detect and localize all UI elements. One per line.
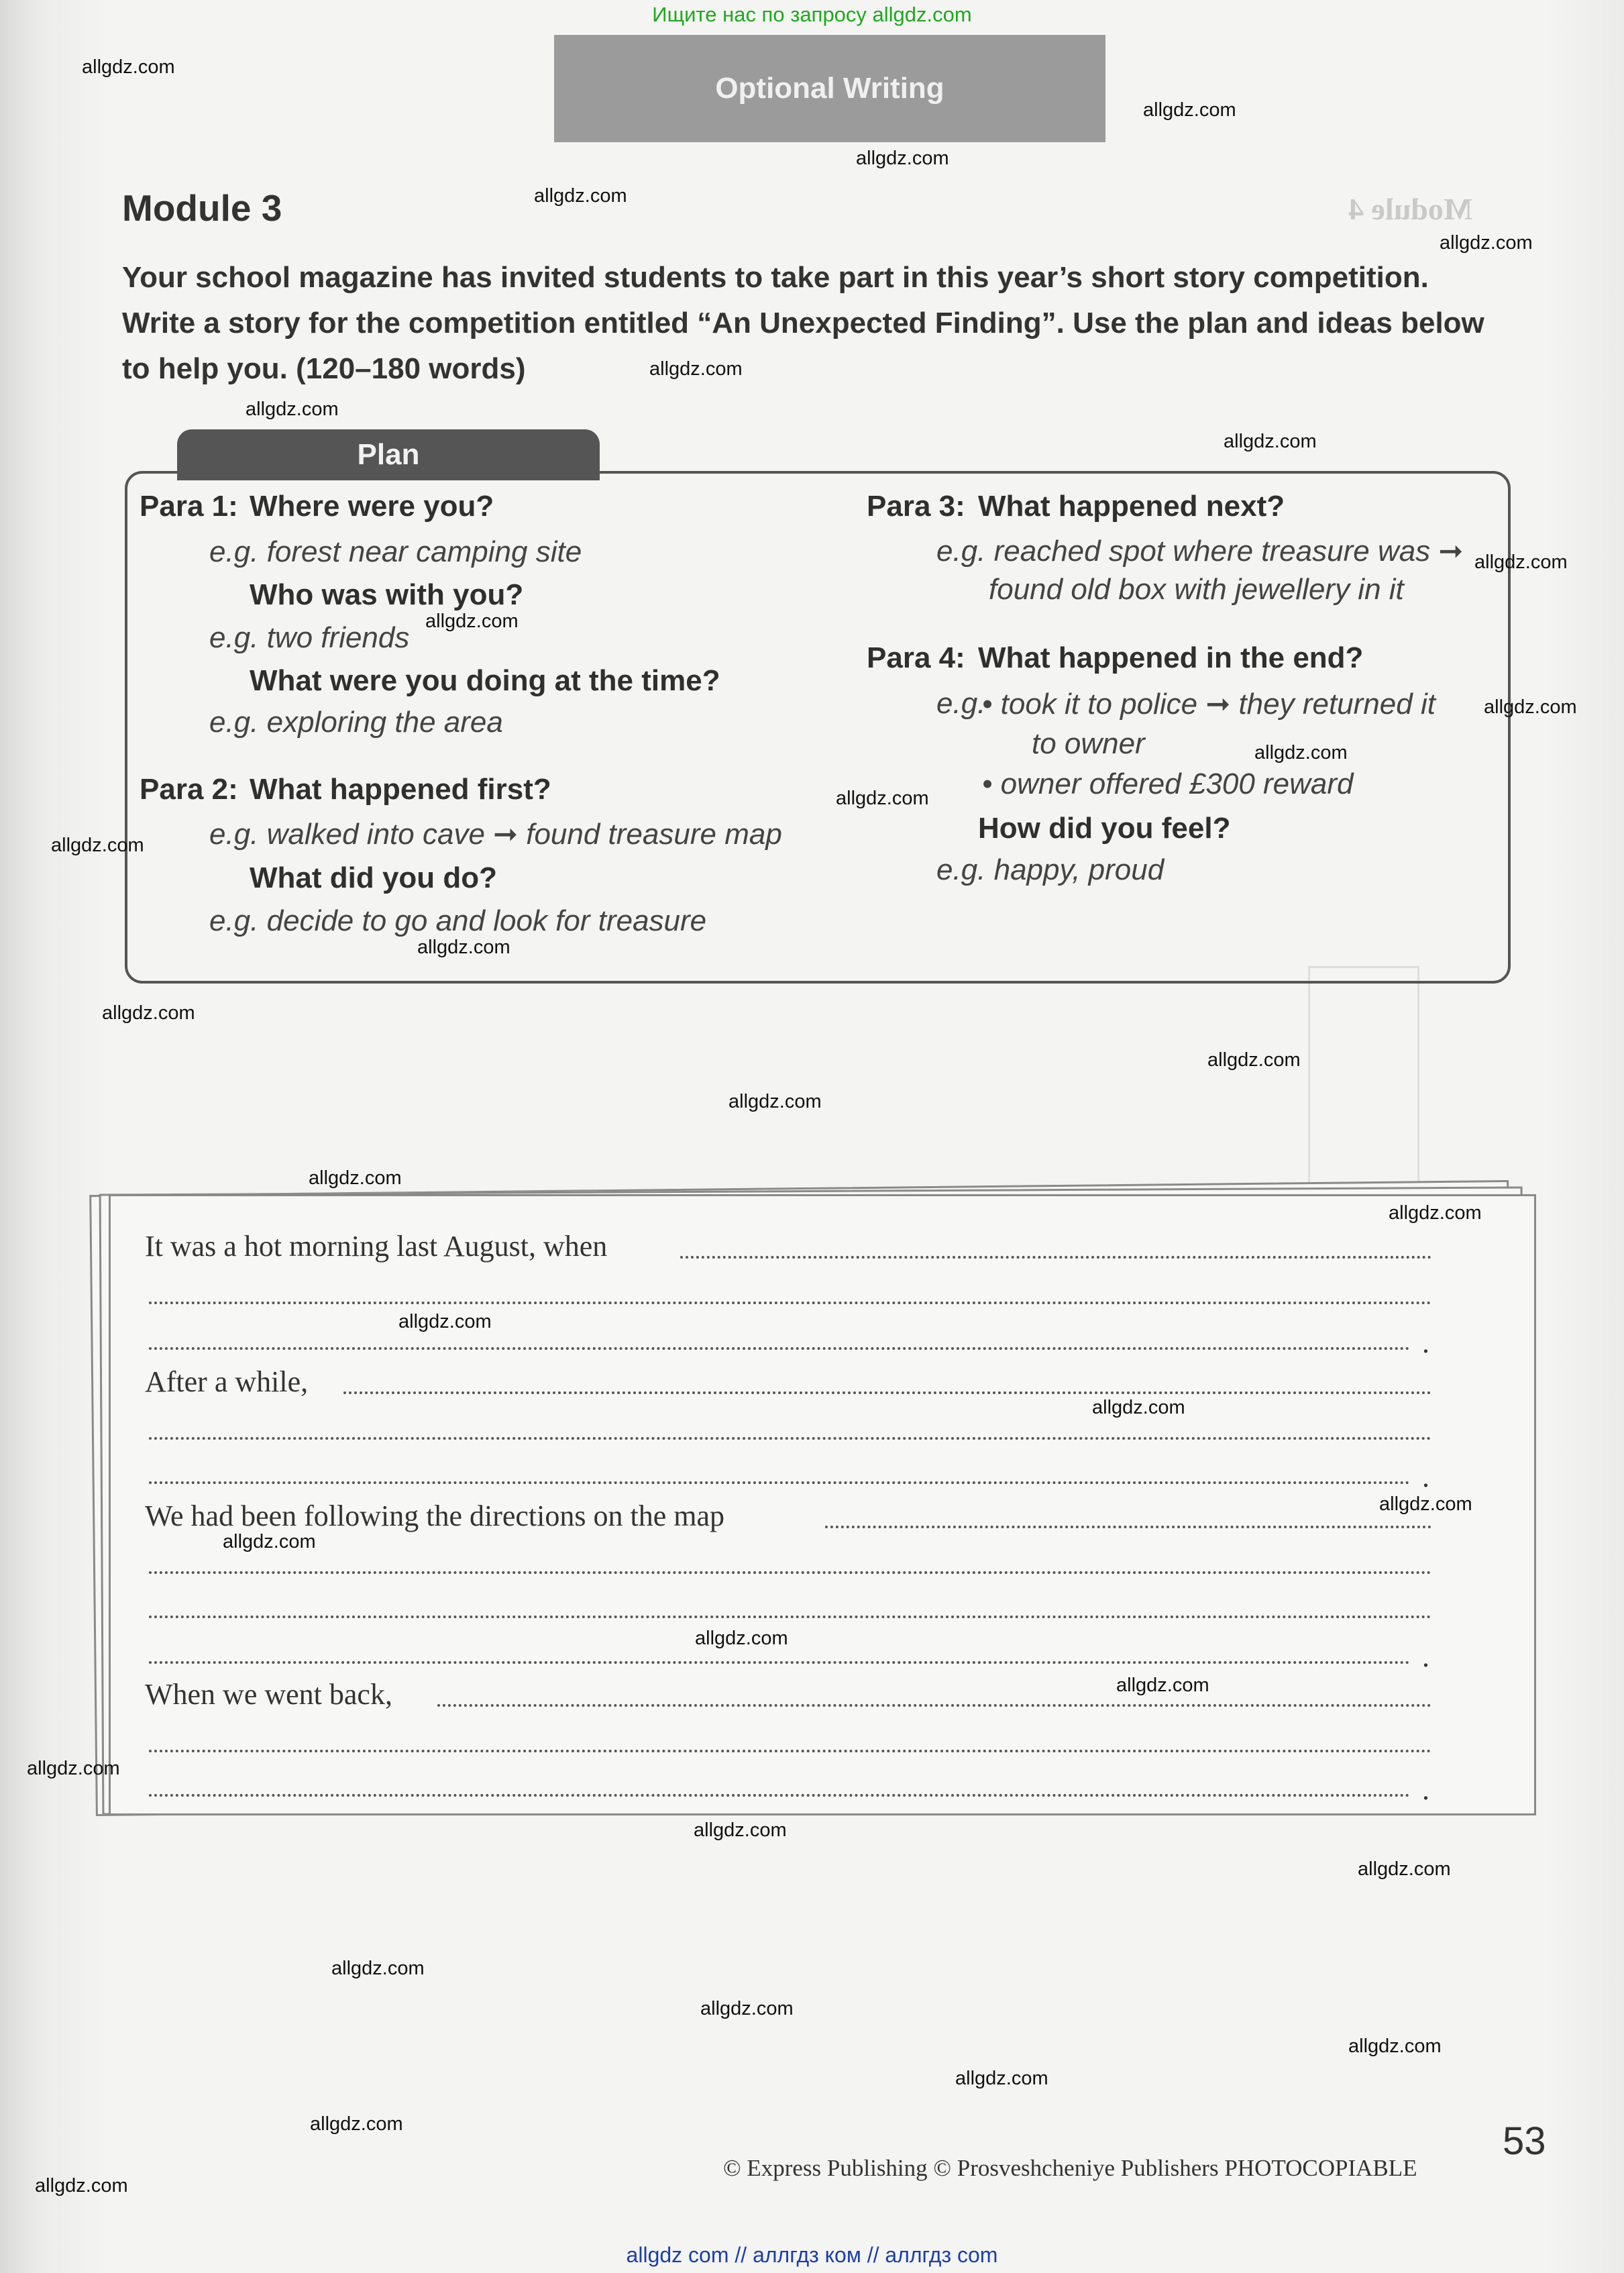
answer-line[interactable] (149, 1302, 1431, 1304)
answer-line[interactable] (149, 1750, 1431, 1752)
watermark: allgdz.com (35, 2175, 128, 2197)
watermark: allgdz.com (51, 835, 144, 856)
section-banner (554, 35, 1105, 142)
para1-example-where: e.g. forest near camping site (209, 535, 582, 568)
para1-question-where: Where were you? (250, 490, 494, 523)
para4-eg: e.g. (936, 687, 986, 720)
watermark: allgdz.com (82, 56, 175, 78)
para3-example-line2: found old box with jewellery in it (989, 573, 1404, 606)
line-end-period: . (1422, 1461, 1429, 1493)
para2-example-do: e.g. decide to go and look for treasure (209, 904, 707, 937)
watermark: allgdz.com (728, 1091, 822, 1112)
para2-example-first: e.g. walked into cave ➞ found treasure map (209, 818, 782, 851)
para4-question-end: What happened in the end? (978, 641, 1364, 674)
copyright-notice: © Express Publishing © Prosveshcheniye Publishers PHOTOCOPIABLE (723, 2155, 1417, 2181)
watermark: allgdz.com (1116, 1675, 1209, 1696)
answer-line[interactable] (437, 1704, 1431, 1707)
para1-example-doing: e.g. exploring the area (209, 706, 503, 739)
page-number: 53 (1503, 2119, 1546, 2163)
watermark: allgdz.com (1224, 431, 1317, 452)
para4-bullet1-line2: to owner (1032, 727, 1145, 760)
para3-label: Para 3: (867, 490, 965, 523)
para1-example-who: e.g. two friends (209, 621, 410, 654)
para1-question-who: Who was with you? (250, 578, 524, 611)
answer-line[interactable] (149, 1481, 1410, 1484)
answer-line[interactable] (825, 1526, 1431, 1528)
story-prompt-4: When we went back, (145, 1678, 392, 1711)
answer-line[interactable] (149, 1661, 1410, 1664)
answer-line[interactable] (149, 1616, 1431, 1618)
para1-question-doing: What were you doing at the time? (250, 664, 720, 697)
module-title: Module 3 (122, 187, 282, 229)
watermark: allgdz.com (1484, 696, 1577, 718)
watermark: allgdz.com (1207, 1049, 1301, 1071)
para3-example-line1: e.g. reached spot where treasure was ➞ (936, 535, 1464, 568)
watermark: allgdz.com (309, 1167, 402, 1189)
line-end-period: . (1422, 1640, 1429, 1673)
watermark: allgdz.com (223, 1531, 316, 1552)
answer-line[interactable] (149, 1437, 1431, 1440)
watermark: allgdz.com (1254, 742, 1348, 763)
para2-label: Para 2: (140, 773, 238, 806)
watermark: allgdz.com (836, 788, 929, 809)
watermark: allgdz.com (310, 2113, 403, 2135)
para2-question-first: What happened first? (250, 773, 551, 806)
watermark: allgdz.com (1440, 232, 1533, 254)
watermark: allgdz.com (27, 1758, 120, 1779)
watermark: allgdz.com (695, 1628, 788, 1649)
watermark: allgdz.com (1389, 1202, 1482, 1224)
answer-line[interactable] (680, 1256, 1431, 1259)
watermark: allgdz.com (955, 2068, 1048, 2089)
watermark: allgdz.com (331, 1958, 425, 1979)
story-prompt-3: We had been following the directions on the map (145, 1499, 724, 1532)
watermark: allgdz.com (1092, 1397, 1185, 1418)
para4-example-feel: e.g. happy, proud (936, 853, 1165, 886)
answer-line[interactable] (149, 1794, 1410, 1797)
para1-label: Para 1: (140, 490, 238, 523)
story-prompt-1: It was a hot morning last August, when (145, 1230, 608, 1263)
watermark: allgdz.com (856, 148, 949, 169)
para2-question-do: What did you do? (250, 861, 498, 894)
story-prompt-2: After a while, (145, 1365, 309, 1398)
watermark: allgdz.com (1348, 2036, 1442, 2057)
watermark: allgdz.com (398, 1311, 492, 1332)
watermark: allgdz.com (700, 1998, 794, 2019)
bleed-through: Module 4 (1348, 192, 1473, 226)
plan-tab-label: Plan (357, 438, 420, 471)
banner-title: Optional Writing (715, 72, 944, 105)
watermark: allgdz.com (425, 611, 519, 632)
watermark: allgdz.com (1358, 1858, 1451, 1880)
watermark: allgdz.com (1474, 551, 1568, 573)
watermark: allgdz.com (246, 399, 339, 420)
para4-bullet2: • owner offered £300 reward (982, 768, 1354, 800)
watermark: allgdz.com (102, 1002, 195, 1024)
para4-label: Para 4: (867, 641, 965, 674)
watermark: allgdz.com (417, 937, 510, 958)
top-search-link[interactable]: Ищите нас по запросу allgdz.com (652, 3, 972, 26)
para4-bullet1-line1: • took it to police ➞ they returned it (982, 688, 1436, 721)
watermark: allgdz.com (1379, 1493, 1472, 1515)
watermark: allgdz.com (694, 1819, 787, 1841)
line-end-period: . (1422, 1326, 1429, 1359)
line-end-period: . (1422, 1773, 1429, 1806)
watermark: allgdz.com (649, 358, 743, 380)
para3-question-next: What happened next? (978, 490, 1285, 523)
task-instructions: Your school magazine has invited students to take part in this year’s short story competition. Write a story for the competition entitled “An Unexpected Finding”. Use the plan and ideas below to help you. (120–180 words) (122, 261, 1484, 385)
watermark: allgdz.com (1143, 99, 1236, 121)
plan-tab (177, 429, 600, 480)
bottom-site-links[interactable]: allgdz com // аллгдз ком // аллгдз com (626, 2243, 998, 2267)
answer-line[interactable] (149, 1347, 1410, 1350)
watermark: allgdz.com (534, 185, 627, 207)
answer-line[interactable] (343, 1391, 1431, 1394)
para4-question-feel: How did you feel? (978, 812, 1231, 845)
answer-line[interactable] (149, 1571, 1431, 1574)
